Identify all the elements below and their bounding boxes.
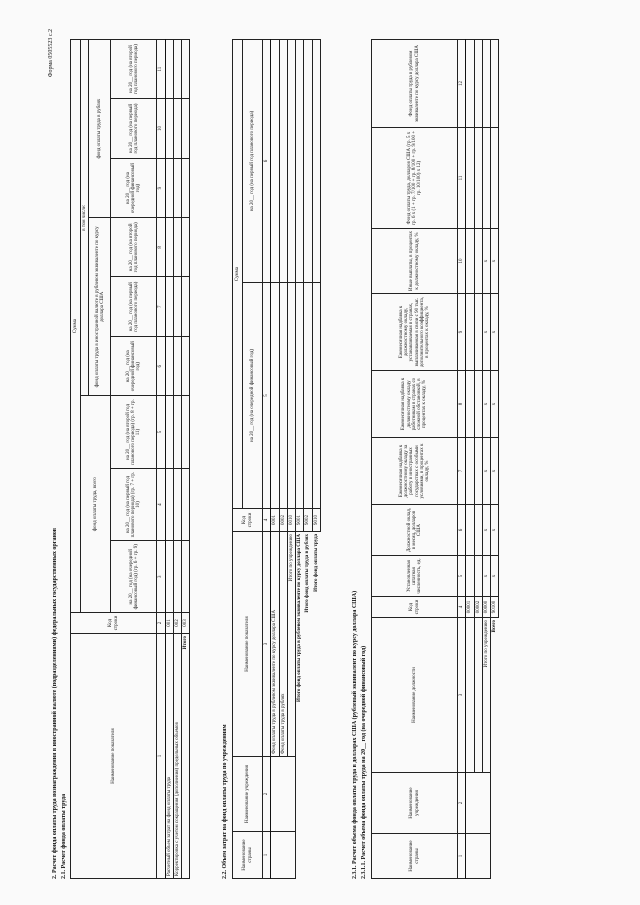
table-row-numbers — [458, 40, 466, 879]
section-2-1-title: 2.1. Расчет фонда оплаты труда — [61, 793, 67, 879]
num: 2 — [458, 773, 466, 834]
row-label: Итого фонд оплаты труда — [313, 534, 319, 592]
col-indicator: Наименование показателя — [233, 532, 263, 757]
table-row — [173, 40, 181, 879]
row-label: Итого фонд оплаты труда в рублях — [305, 534, 311, 613]
row-code: 00000 — [482, 597, 490, 618]
table-2-1 — [70, 39, 190, 879]
col-y1: на 20__ год (на очередной финансовый год) (гр. 6 + гр. 9) — [111, 541, 157, 613]
row-code: 9010 — [312, 509, 320, 532]
num: 11 — [157, 40, 165, 99]
row-code: 0002 — [279, 509, 287, 532]
cell-x: х — [482, 294, 490, 371]
table-row-total — [304, 40, 312, 879]
row-code: 003 — [182, 613, 190, 634]
num: 9 — [458, 294, 466, 371]
col-fx: фонд оплаты труда в иностранной валюте в рублевом эквиваленте по курсу доллара США — [89, 218, 111, 396]
section-2-3-1-1-title: 2.3.1.1. Расчет объема фонда оплаты труда на 20__ год (на очередной финансовый год) — [361, 645, 367, 879]
cell-x: х — [491, 505, 499, 556]
table-row-total — [491, 40, 499, 879]
col-year2: на 20__ год (на первый год планового периода) — [243, 40, 263, 283]
table-row — [279, 40, 287, 879]
cell-x: х — [491, 438, 499, 505]
num: 12 — [458, 40, 466, 128]
row-code: 9002 — [304, 509, 312, 532]
table-row-subtotal — [482, 40, 490, 879]
cell-x: х — [491, 229, 499, 294]
rotated-form-sheet — [40, 25, 620, 885]
row-label: Корректировка с учетом сокращения (дополнения) предельных объемов — [173, 634, 181, 879]
col-fot-total: фонд оплаты труда, всего — [81, 396, 111, 613]
cell-x: х — [482, 371, 490, 438]
col-code: Код строки — [372, 597, 458, 618]
num: 1 — [458, 834, 466, 879]
col-fx-y2: на 20__ год (на первый год планового периода) — [111, 277, 157, 337]
row-label: Итого фонд оплаты труда в рублевом эквиваленте по курсу доллара США — [297, 534, 303, 703]
table-2-2 — [232, 39, 321, 879]
row-code: 90100 — [491, 597, 499, 618]
table-row-total — [312, 40, 320, 879]
col-country: Наименование страны — [372, 834, 458, 879]
col-sum: Сумма — [71, 40, 81, 613]
col-fot-rub: Фонд оплаты труда в рублевом эквиваленте по курсу доллара США — [372, 40, 458, 128]
col-staff: Установленная штатная численность, ед. — [372, 556, 458, 597]
num: 8 — [157, 218, 165, 277]
table-2-3-1-1 — [371, 39, 499, 879]
table-row-subtotal — [287, 40, 295, 879]
row-label: Расчетный объем затрат на фонд оплаты труда — [165, 634, 173, 879]
col-code: Код строки — [233, 509, 263, 532]
num: 9 — [157, 158, 165, 217]
col-rub: фонд оплаты труда в рублях — [89, 40, 111, 218]
cell-x: х — [482, 229, 490, 294]
row-label: Фонд оплаты труда в рублях — [279, 532, 287, 757]
col-other: Иные выплаты, в процентах к должностному окладу, % — [372, 229, 458, 294]
col-allowance3: Ежемесячная надбавка к должностному окладу, устанавливаемая в странах, выплачиваемая в связи с 90 тыс. дополнительного коэффициента, в процентах к окладу, % — [372, 294, 458, 371]
col-rub-y1: на 20__ год (на очередной финансовый год) — [111, 158, 157, 217]
col-including: в том числе: — [81, 40, 89, 396]
num: 2 — [263, 757, 271, 832]
col-institution: Наименование учреждения — [233, 757, 263, 832]
row-code: 0001 — [271, 509, 279, 532]
col-year1: на 20__ год (на очередной финансовый год) — [243, 282, 263, 508]
table-row — [271, 40, 279, 879]
num: 10 — [157, 99, 165, 159]
col-fot-usd: Фонд оплаты труда, долларов США (гр. 5 х гр. 6 х (1 + гр. 7/100 + гр. 8/100 + гр. 9/100 + гр. 10/100) х 12) — [372, 128, 458, 229]
col-y3: на 20__ год (на второй год планового периода) (гр. 8 + гр. 11) — [111, 396, 157, 468]
num: 6 — [157, 337, 165, 396]
col-sum: Сумма — [233, 40, 243, 509]
row-label: Всего — [492, 620, 498, 633]
col-institution: Наименование учреждения — [372, 773, 458, 834]
table-row — [165, 40, 173, 879]
table-row-total — [296, 40, 304, 879]
cell-x: х — [482, 556, 490, 597]
col-country: Наименование страны — [233, 832, 263, 879]
num: 1 — [157, 634, 165, 879]
col-position: Наименование должности — [372, 618, 458, 773]
col-rub-y2: на 20__ год (на первый год планового периода) — [111, 99, 157, 159]
num: 4 — [157, 468, 165, 541]
num: 11 — [458, 128, 466, 229]
col-code: Код строки — [71, 613, 157, 634]
row-code: 00001 — [466, 597, 474, 618]
section-2-3-1-title: 2.3.1. Расчет объема фонда оплаты труда в долларах США (рублевый эквивалент по курсу доллара США) — [352, 590, 358, 879]
cell-x: х — [491, 556, 499, 597]
row-label: Фонд оплаты труда в рублевом эквиваленте по курсу доллара США — [271, 532, 279, 757]
cell-x: х — [482, 438, 490, 505]
row-label: Итого по учреждению — [287, 532, 295, 757]
table-row-numbers — [157, 40, 165, 879]
table-row — [466, 40, 474, 879]
section-2-title: 2. Расчет фонда оплаты труда вознаграждения в иностранной валюте (подразделениями) федеральных государственных органов — [52, 527, 58, 879]
num: 2 — [157, 613, 165, 634]
num: 10 — [458, 229, 466, 294]
row-label: Итого по учреждению — [482, 618, 490, 773]
col-y2: на 20__ год (на первый год планового периода) (гр. 7 + гр. 10) — [111, 468, 157, 541]
table-row — [474, 40, 482, 879]
num: 1 — [263, 832, 271, 879]
num: 7 — [458, 438, 466, 505]
row-code: 001 — [165, 613, 173, 634]
num: 5 — [458, 556, 466, 597]
row-code: 0010 — [287, 509, 295, 532]
num: 7 — [157, 277, 165, 337]
num: 6 — [458, 505, 466, 556]
num: 4 — [263, 509, 271, 532]
row-code: 9001 — [296, 509, 304, 532]
col-rub-y3: на 20__ год (на второй год планового периода) — [111, 40, 157, 99]
col-allowance1: Ежемесячная надбавка к должностному окладу за работу в иностранных государствах с особыми условиями, в процентах к окладу, % — [372, 438, 458, 505]
col-fx-y1: на 20__ год (на очередной финансовый год) — [111, 337, 157, 396]
row-code: 00002 — [474, 597, 482, 618]
col-fx-y3: на 20__ год (на второй год планового периода) — [111, 218, 157, 277]
row-label: Итого — [182, 634, 190, 879]
num: 6 — [263, 40, 271, 283]
section-2-2-title: 2.2. Объем затрат на фонд оплаты труда по учреждениям — [222, 724, 228, 879]
num: 4 — [458, 597, 466, 618]
num: 5 — [157, 396, 165, 468]
col-allowance2: Ежемесячная надбавка к должностному окладу работникам в странах со сложной обстановкой, в процентах к окладу, % — [372, 371, 458, 438]
cell-x: х — [491, 294, 499, 371]
num: 3 — [263, 532, 271, 757]
num: 5 — [263, 282, 271, 508]
num: 3 — [157, 541, 165, 613]
num: 3 — [458, 618, 466, 773]
table-row-numbers — [263, 40, 271, 879]
row-code: 002 — [173, 613, 181, 634]
num: 8 — [458, 371, 466, 438]
col-salary: Должностной оклад, в месяц, долларов США — [372, 505, 458, 556]
table-row-total — [182, 40, 190, 879]
cell-x: х — [491, 371, 499, 438]
cell-x: х — [482, 505, 490, 556]
form-number: Форма 0505523 с.2 — [48, 29, 54, 78]
col-indicator-name: Наименование показателя — [71, 634, 157, 879]
